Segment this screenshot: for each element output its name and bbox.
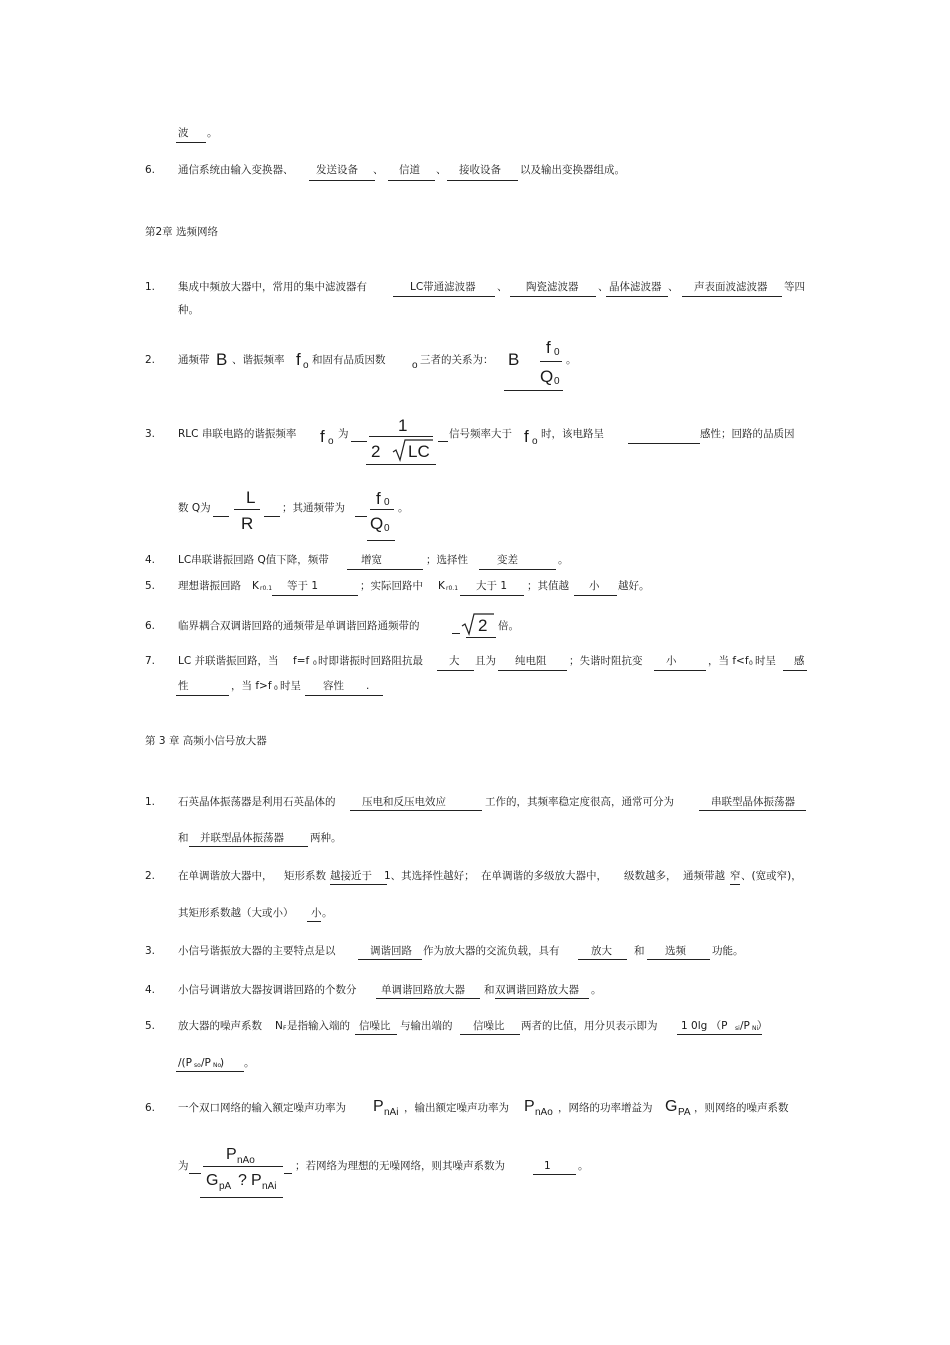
q-number: 2. xyxy=(145,354,156,366)
answer-blank: 接收设备 xyxy=(459,164,501,176)
q-text: 其矩形系数越（大或小） xyxy=(178,907,294,919)
q-text: 为 xyxy=(178,1160,189,1172)
fraction-bar xyxy=(540,361,562,362)
answer-blank: 增宽 xyxy=(361,554,382,566)
chapter-title: 第2章 选频网络 xyxy=(145,226,219,238)
subscript: r0.1 xyxy=(446,585,459,592)
answer-blank: 大 xyxy=(449,655,460,667)
answer-blank: 性 xyxy=(178,680,189,692)
blank-underline xyxy=(460,595,524,596)
subscript: nAi xyxy=(262,1181,277,1192)
q-text: ；其通频带为 xyxy=(282,502,345,514)
fraction-bar xyxy=(203,1166,283,1167)
subscript: o xyxy=(328,436,334,447)
blank-underline xyxy=(783,670,807,671)
q-text: 、 xyxy=(436,164,447,176)
q-text: LC 并联谐振回路，当 xyxy=(178,655,279,667)
q-text: 。 xyxy=(244,1057,255,1069)
q-text: N xyxy=(275,1020,283,1032)
answer-blank: 1 xyxy=(544,1160,551,1172)
q-number: 6. xyxy=(145,620,156,632)
subscript: nAo xyxy=(535,1107,553,1118)
blank-underline xyxy=(189,846,308,847)
frac-den-LC: LC xyxy=(408,442,430,461)
answer-blank: 纯电阻 xyxy=(515,655,547,667)
frac-den-Q: Q xyxy=(370,514,384,533)
answer-blank: 大于 1 xyxy=(476,580,508,592)
q-text: ；其值越 xyxy=(527,580,569,592)
blank-underline xyxy=(654,670,706,671)
q-text: 小信号调谐放大器按调谐回路的个数分 xyxy=(178,984,357,996)
subscript: pA xyxy=(219,1181,232,1192)
blank-underline xyxy=(393,296,495,297)
subscript: 0 xyxy=(384,523,390,534)
blank-underline xyxy=(438,441,448,442)
blank-underline xyxy=(358,959,422,960)
q-text: 通信系统由输入变换器、 xyxy=(178,164,294,176)
q-text: 、 xyxy=(668,281,679,293)
answer-blank: 并联型晶体振荡器 xyxy=(200,832,284,844)
q-text: 。 xyxy=(591,984,602,996)
answer-blank: 1 0lg （P xyxy=(681,1020,728,1032)
answer-blank: 晶体滤波器 xyxy=(609,281,662,293)
q-number: 6. xyxy=(145,1102,156,1114)
q-text: 且为 xyxy=(475,655,496,667)
answer-blank: 越接近于 xyxy=(330,870,372,882)
frac-den-2: 2 xyxy=(371,442,381,461)
q-text: 工作的，其频率稳定度很高，通常可分为 xyxy=(485,796,674,808)
subscript: o xyxy=(412,360,418,371)
subscript: 0 xyxy=(749,660,753,667)
q-text: 在单调谐的多级放大器中， xyxy=(481,870,607,882)
q-text: 1、其选择性越好； xyxy=(384,870,475,882)
blank-underline xyxy=(330,884,387,885)
answer-blank: 容性 xyxy=(323,680,344,692)
blank-underline xyxy=(504,390,563,391)
subscript: 0 xyxy=(274,685,278,692)
frac-den-P: P xyxy=(251,1172,262,1189)
q-number: 5. xyxy=(145,1020,156,1032)
blank-underline xyxy=(176,142,206,143)
sqrt-radicand: 2 xyxy=(478,616,488,635)
q-text: 、谐振频率 xyxy=(232,354,285,366)
symbol-f: f xyxy=(320,427,325,446)
answer-blank: 选频 xyxy=(665,945,686,957)
blank-underline xyxy=(351,441,367,442)
blank-underline xyxy=(479,569,556,570)
chapter-title: 第 3 章 高频小信号放大器 xyxy=(145,735,267,747)
q-text: 。 xyxy=(578,1160,589,1172)
blank-underline xyxy=(213,516,229,517)
blank-underline xyxy=(355,516,367,517)
answer-blank: 小 xyxy=(311,907,322,919)
blank-underline xyxy=(200,1197,283,1198)
cont-text: 波 xyxy=(178,127,189,139)
q-text: f=f xyxy=(293,655,310,667)
blank-underline xyxy=(628,443,700,444)
q-text: 和 xyxy=(634,945,645,957)
symbol-f: f xyxy=(524,427,529,446)
q-text: 两者的比值，用分贝表示即为 xyxy=(521,1020,658,1032)
q-number: 1. xyxy=(145,796,156,808)
q-text: 以及输出变换器组成。 xyxy=(520,164,625,176)
fraction-bar xyxy=(234,509,260,510)
answer-blank: /P xyxy=(740,1020,750,1032)
q-text: 时，该电路呈 xyxy=(541,428,604,440)
subscript: 0 xyxy=(554,376,560,387)
answer-blank: 变差 xyxy=(497,554,518,566)
answer-blank: 单调谐回路放大器 xyxy=(381,984,465,996)
q-text: 和固有品质因数 xyxy=(312,354,386,366)
blank-underline xyxy=(466,637,496,638)
q-text: 。 xyxy=(322,907,333,919)
q-text: 、(宽或窄)， xyxy=(741,870,802,882)
blank-underline xyxy=(176,695,229,696)
q-text: 等四 xyxy=(784,281,805,293)
frac-den-q: ? xyxy=(238,1172,247,1189)
answer-blank: 双调谐回路放大器 xyxy=(495,984,579,996)
q-text: 通频带 xyxy=(178,354,210,366)
answer-blank: ） xyxy=(757,1020,768,1032)
subscript: 0 xyxy=(554,347,560,358)
fraction-bar xyxy=(369,436,433,437)
subscript: Ni xyxy=(752,1025,759,1032)
frac-num-f: f xyxy=(546,338,551,357)
q-text: 、 xyxy=(373,164,384,176)
q-text: 越好。 xyxy=(618,580,650,592)
q-number: 6. xyxy=(145,164,156,176)
blank-underline xyxy=(682,296,782,297)
blank-underline xyxy=(307,921,321,922)
symbol-P: P xyxy=(373,1098,384,1115)
q-text: ；选择性 xyxy=(426,554,468,566)
q-text: ；若网络为理想的无噪网络，则其噪声系数为 xyxy=(295,1160,505,1172)
answer-blank: 串联型晶体振荡器 xyxy=(711,796,795,808)
q-number: 7. xyxy=(145,655,156,667)
symbol-P: P xyxy=(524,1098,535,1115)
frac-num-P: P xyxy=(226,1146,237,1163)
q-text: 时呈 xyxy=(280,680,301,692)
q-text: ；实际回路中 xyxy=(360,580,423,592)
blank-underline xyxy=(437,670,474,671)
q-text: 、 xyxy=(497,281,508,293)
q-text: 矩形系数 xyxy=(284,870,326,882)
q-text: 功能。 xyxy=(712,945,744,957)
q-text: 与输出端的 xyxy=(400,1020,453,1032)
blank-underline xyxy=(350,810,482,811)
answer-blank: 信噪比 xyxy=(473,1020,505,1032)
subscript: 0 xyxy=(384,497,390,508)
frac-num-1: 1 xyxy=(398,416,408,435)
blank-underline xyxy=(730,884,740,885)
q-text: 。 xyxy=(558,554,569,566)
blank-underline xyxy=(309,180,375,181)
answer-blank: 信噪比 xyxy=(359,1020,391,1032)
answer-blank: /(P xyxy=(178,1057,192,1069)
blank-underline xyxy=(366,464,436,465)
frac-num-L: L xyxy=(246,488,256,507)
blank-underline xyxy=(510,296,596,297)
q-text: 理想谐振回路 xyxy=(178,580,241,592)
q-text: 信号频率大于 xyxy=(449,428,512,440)
blank-underline xyxy=(677,1034,762,1035)
blank-underline xyxy=(460,1034,520,1035)
blank-underline xyxy=(498,670,567,671)
q-text: ，当 f>f xyxy=(231,680,272,692)
subscript: F xyxy=(283,1025,287,1032)
answer-blank: 压电和反压电效应 xyxy=(362,796,446,808)
blank-underline xyxy=(388,180,435,181)
q-text: 临界耦合双调谐回路的通频带是单调谐回路通频带的 xyxy=(178,620,420,632)
subscript: r0.1 xyxy=(260,585,273,592)
answer-blank: 陶瓷滤波器 xyxy=(526,281,579,293)
symbol-G: G xyxy=(665,1098,678,1115)
blank-underline xyxy=(284,1173,292,1174)
answer-blank: 调谐回路 xyxy=(370,945,412,957)
answer-blank: 小 xyxy=(589,580,600,592)
answer-blank: ) xyxy=(220,1057,225,1069)
answer-B: B xyxy=(508,350,520,369)
q-text: 通频带越 xyxy=(683,870,725,882)
blank-underline xyxy=(272,595,358,596)
q-text: 一个双口网络的输入额定噪声功率为 xyxy=(178,1102,346,1114)
q-number: 4. xyxy=(145,554,156,566)
q-text: ，当 f<f xyxy=(708,655,749,667)
blank-underline xyxy=(574,595,617,596)
q-text: 为 xyxy=(338,428,349,440)
cont-end: 。 xyxy=(207,127,218,139)
q-text: 和 xyxy=(178,832,189,844)
q-text: ，网络的功率增益为 xyxy=(558,1102,653,1114)
symbol-K: K xyxy=(438,580,445,592)
q-text: RLC 串联电路的谐振频率 xyxy=(178,428,297,440)
symbol-B: B xyxy=(216,350,228,369)
q-text: 时即谐振时回路阻抗最 xyxy=(318,655,423,667)
blank-underline xyxy=(452,633,460,634)
q-text: 作为放大器的交流负载，具有 xyxy=(423,945,560,957)
q-text: 三者的关系为： xyxy=(420,354,494,366)
q-text: 数 Q为 xyxy=(178,502,211,514)
subscript: si xyxy=(735,1025,740,1032)
blank-underline xyxy=(533,1174,576,1175)
subscript: so xyxy=(194,1062,201,1069)
subscript: o xyxy=(303,360,309,371)
blank-underline xyxy=(367,540,395,541)
blank-underline xyxy=(264,516,280,517)
fraction-bar xyxy=(370,509,394,510)
q-number: 2. xyxy=(145,870,156,882)
blank-underline xyxy=(495,998,589,999)
q-text: 石英晶体振荡器是利用石英晶体的 xyxy=(178,796,336,808)
frac-den-Q: Q xyxy=(540,367,554,386)
frac-den-R: R xyxy=(241,514,254,533)
blank-underline xyxy=(347,569,423,570)
subscript: o xyxy=(532,436,538,447)
q-text: 在单调谐放大器中， xyxy=(178,870,273,882)
answer-blank: 放大 xyxy=(591,945,612,957)
q-text: 两种。 xyxy=(310,832,342,844)
frac-den-G: G xyxy=(206,1172,219,1189)
answer-blank: 小 xyxy=(666,655,677,667)
blank-underline xyxy=(578,959,627,960)
blank-underline xyxy=(647,959,710,960)
answer-blank: 发送设备 xyxy=(316,164,358,176)
frac-num-f: f xyxy=(376,489,381,508)
symbol-f: f xyxy=(296,350,301,369)
subscript: nAi xyxy=(384,1107,399,1118)
q-text: ，输出额定噪声功率为 xyxy=(404,1102,509,1114)
answer-blank: /P xyxy=(201,1057,211,1069)
q-text: 放大器的噪声系数 xyxy=(178,1020,262,1032)
blank-underline xyxy=(305,695,383,696)
blank-underline xyxy=(447,180,518,181)
q-number: 3. xyxy=(145,428,156,440)
q-text: 和 xyxy=(484,984,495,996)
q-text: 。 xyxy=(566,354,577,366)
answer-blank: 感 xyxy=(794,655,805,667)
q-text: 是指输入端的 xyxy=(287,1020,350,1032)
q-number: 5. xyxy=(145,580,156,592)
blank-underline xyxy=(606,296,668,297)
blank-underline xyxy=(176,1071,244,1072)
q-number: 3. xyxy=(145,945,156,957)
q-text: ，则网络的噪声系数 xyxy=(694,1102,789,1114)
q-text: 倍。 xyxy=(498,620,519,632)
blank-underline xyxy=(699,810,806,811)
q-text: ；失谐时阻抗变 xyxy=(569,655,643,667)
q-text: 感性；回路的品质因 xyxy=(700,428,795,440)
subscript: PA xyxy=(678,1107,691,1118)
q-text: 种。 xyxy=(178,304,199,316)
answer-blank: 等于 1 xyxy=(287,580,319,592)
q-number: 1. xyxy=(145,281,156,293)
q-text: . xyxy=(366,680,370,692)
q-text: 小信号谐振放大器的主要特点是以 xyxy=(178,945,336,957)
answer-blank: 窄 xyxy=(730,870,741,882)
blank-underline xyxy=(376,998,480,999)
q-text: 集成中频放大器中，常用的集中滤波器有 xyxy=(178,281,367,293)
answer-blank: 声表面波滤波器 xyxy=(694,281,768,293)
subscript: 0 xyxy=(313,660,317,667)
blank-underline xyxy=(355,1034,397,1035)
symbol-K: K xyxy=(252,580,259,592)
q-number: 4. xyxy=(145,984,156,996)
subscript: nAo xyxy=(237,1155,255,1166)
q-text: 级数越多， xyxy=(624,870,677,882)
q-text: 、 xyxy=(598,281,609,293)
answer-blank: LC带通滤波器 xyxy=(410,281,476,293)
q-text: LC串联谐振回路 Q值下降，频带 xyxy=(178,554,329,566)
subscript: No xyxy=(213,1062,222,1069)
q-text: 。 xyxy=(398,502,409,514)
q-text: 时呈 xyxy=(755,655,776,667)
blank-underline xyxy=(189,1173,201,1174)
answer-blank: 信道 xyxy=(399,164,420,176)
